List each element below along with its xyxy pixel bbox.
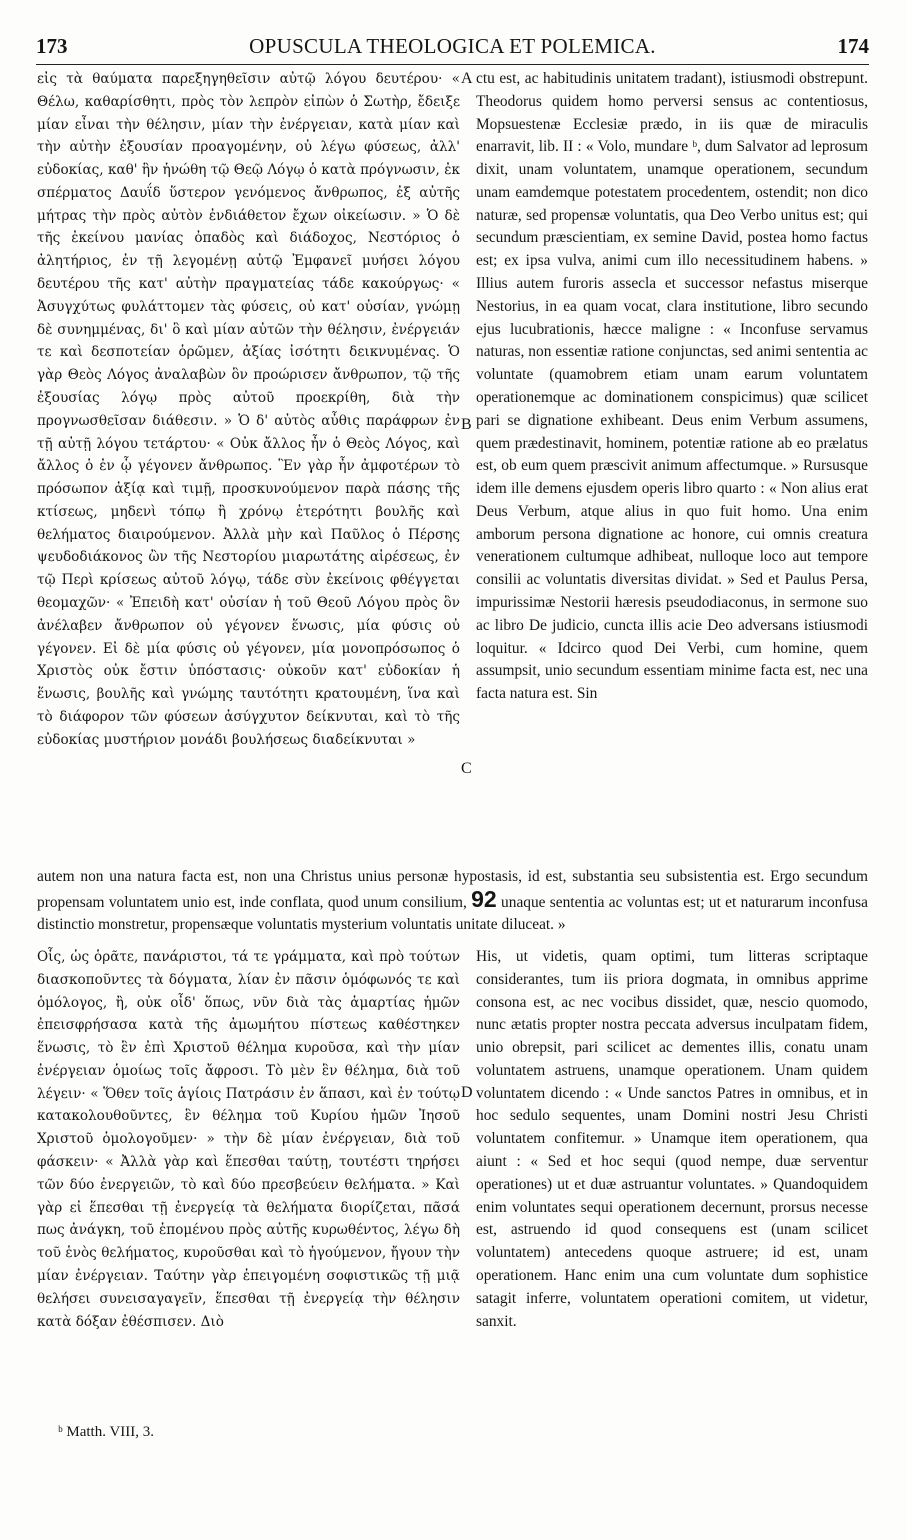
section-marker-a: A xyxy=(461,70,473,87)
running-title: OPUSCULA THEOLOGICA ET POLEMICA. xyxy=(249,34,656,58)
full-width-text-before: autem non una natura facta est, non una Christus unius personæ hypostasis, id est, substantia seu subsistentia est. Ergo secundum propensam voluntatem unio est, inde conflata, quod unum consilium, xyxy=(37,868,868,911)
latin-column-top: ctu est, ac habitudinis unitatem tradant), istiusmodi obstrepunt. Theodorus quidem homo perversi sensus ac contentiosus, Mopsuestenæ Ecclesiæ prædo, in iis quæ de miraculis enarravit, lib. II : « Volo, mundare ᵇ, dum Salvator ad leprosum dixit, unam voluntatem, unamque operationem, secundum unam eamdemque potestatem procedentem, ostendit; non dico naturæ, sed propensæ voluntatis, qua Deo Verbo unitus est; qui secundum præscientiam, ex semine David, postea homo factus est; ex ipsa vulva, animi cum illo necessitudinem habens. » Illius autem furoris assecla et successor nefastus miserque Nestorius, in ea quam vocat, clara institutione, libro secundo ejus lucubrationis, hæcce maligne : « Inconfuse servamus naturas, non essentiæ ratione conjunctas, sed animi sententia ac voluntate (quamobrem etiam unam earum voluntatem operationemque ac dominationem conspicimus) quæ scilicet pari se dignatione exhibeant. Deus enim Verbum assumens, quem prædestinavit, hominem, potentiæ ratione ab eo prælatus est, ob eum quem præscivit animum affectumque. » Rursusque idem ille demens ejusdem operis libro quarto : « Non alius erat Deus Verbum, atque alius in quo fuit homo. Una enim amborum persona dignatione ac honore, cui omnis creatura venerationem cultumque adhibeat, nulloque loco aut tempore consilii ac voluntatis diversitas dividat. » Sed et Paulus Persa, impurissimæ Nestorii hæresis pseudodiaconus, in sermone suo ac libro De judicio, cuncta illis acie Deo adversans istiusmodi loquitur. « Idcirco quod Dei Verbi, cum homine, quem assumpsit, unio secundum essentiam minime facta est, nec una facta natura est. Sin xyxy=(476,70,868,703)
column-reference-number: 92 xyxy=(471,886,497,912)
running-header xyxy=(36,34,869,65)
full-width-paragraph xyxy=(37,866,868,946)
footnote: ᵇ Matth. VIII, 3. xyxy=(58,1424,155,1440)
greek-column-bottom: Οἷς, ὡς ὁρᾶτε, πανάριστοι, τά τε γράμματα, καὶ πρὸ τούτων διασκοποῦντες τὰ δόγματα, λίαν ἐν πᾶσιν ὁμόφωνός τε καὶ ὁμόλογος, ἢ, οὐκ οἶδ' ὅπως, νῦν διὰ τὰς ἁμαρτίας ἡμῶν ἐπεισφρήσασα κατὰ τῆς ἀμωμήτου πίστεως καθέστηκεν ἕνωσις, τὸ ἓν ἐπὶ Χριστοῦ θέλημα κυροῦσα, καὶ τὴν μίαν ἐνέργειαν ὁμοίως τοῖς ἄφροσι. Τὸ μὲν ἓν θέλημα, διὰ τοῦ λέγειν· « Ὅθεν τοῖς ἁγίοις Πατράσιν ἐν ἅπασι, καὶ ἐν τούτῳ κατακολουθοῦντες, ἓν θέλημα τοῦ Κυρίου ἡμῶν Ἰησοῦ Χριστοῦ ὁμολογοῦμεν· » τὴν δὲ μίαν ἐνέργειαν, διὰ τοῦ φάσκειν· « Ἀλλὰ γὰρ καὶ ἕπεσθαι ταύτῃ, τουτέστι τηρήσει τῶν δύο ἐνεργειῶν, τὸ καὶ δύο πρεσβεύειν θελήματα. » Καὶ γὰρ εἰ ἕπεσθαι τῇ ἐνεργείᾳ τὰ θελήματα διορίζεται, πᾶσά πως ἀνάγκη, τοῦ ἑπομένου πρὸς αὐτῆς κυρωθέντος, λέγω δὴ τοῦ ἑνὸς θελήματος, κυροῦσθαι καὶ τὸ ἡγούμενον, ἤγουν τὴν μίαν ἐνέργειαν. Ταύτην γὰρ ἐπειγομένη σοφιστικῶς τῇ μιᾷ θελήσει συνεισαγαγεῖν, ἕπεσθαι τῇ ἐνεργείᾳ τὴν θέλησιν κατὰ δόξαν ἐθέσπισεν. Διὸ xyxy=(37,949,460,1330)
greek-column-top: εἰς τὰ θαύματα παρεξηγηθεῖσιν αὐτῷ λόγου δευτέρου· « Θέλω, καθαρίσθητι, πρὸς τὸν λεπρὸν εἰπὼν ὁ Σωτὴρ, ἔδειξε μίαν εἶναι τὴν θέλησιν, μίαν τὴν ἐνέργειαν, κατὰ μίαν καὶ τὴν αὐτὴν ἐξουσίαν προαγομένην, οὐ λέγω φύσεως, ἀλλ' εὐδοκίας, καθ' ἣν ἡνώθη τῷ Θεῷ Λόγῳ ὁ κατὰ πρόγνωσιν, ἐκ σπέρματος Δαυΐδ ὕστερον γενόμενος ἄνθρωπος, ἐξ αὐτῆς μήτρας τὴν πρὸς αὐτὸν ἐνδιάθετον ἔχων οἰκείωσιν. » Ὁ δὲ τῆς ἐκείνου μανίας ὀπαδὸς καὶ διάδοχος, Νεστόριος ὁ ἀλητήριος, ἐν τῇ λεγομένῃ αὐτῷ Ἐμφανεῖ μυήσει λόγου δευτέρου τῆς κατ' αὐτὴν πραγματείας τάδε κακούργως· « Ἀσυγχύτως φυλάττομεν τὰς φύσεις, οὐ κατ' οὐσίαν, γνώμῃ δὲ συνημμένας, δι' ὃ καὶ μίαν αὐτῶν τὴν θέλησιν, ἐνέργειάν τε καὶ δεσποτείαν ὁρῶμεν, ἀξίας ἰσότητι δεικνυμένας. Ὁ γὰρ Θεὸς Λόγος ἀναλαβὼν ὃν προώρισεν ἄνθρωπον, τῷ τῆς ἐξουσίας λόγῳ πρὸς αὐτοῦ προεκρίθη, διὰ τὴν προγνωσθεῖσαν διάθεσιν. » Ὁ δ' αὐτὸς αὖθις παράφρων ἐν τῇ αὐτῇ λόγου τετάρτου· « Οὐκ ἄλλος ἦν ὁ Θεὸς Λόγος, καὶ ἄλλος ὁ ἐν ᾧ γέγονεν ἄνθρωπος. Ἓν γὰρ ἦν ἀμφοτέρων τὸ πρόσωπον ἀξίᾳ καὶ τιμῇ, προσκυνούμενον παρὰ πάσης τῆς κτίσεως, μηδενὶ τόπῳ ἢ χρόνῳ ἑτερότητι βουλῆς καὶ θελήματος διαιρούμενον. Ἀλλὰ μὴν καὶ Παῦλος ὁ Πέρσης ψευδοδιάκονος ὢν τῆς Νεστορίου μιαρωτάτης αἱρέσεως, ἐν τῷ Περὶ κρίσεως αὐτοῦ λόγῳ, τάδε σὺν ἐκείνοις φθέγγεται θεομαχῶν· « Ἐπειδὴ κατ' οὐσίαν ἡ τοῦ Θεοῦ Λόγου πρὸς ὃν ἀνέλαβεν ἄνθρωπον οὐ γέγονεν ἕνωσις, μία φύσις οὐ γέγονεν. Εἰ δὲ μία φύσις οὐ γέγονεν, μία μονοπρόσωπος ὁ Χριστὸς οὐκ ἔστιν ὑπόστασις· οὐκοῦν κατ' εὐδοκίαν ἡ ἕνωσις, βουλῆς καὶ γνώμης ταυτότητι κρατουμένη, ἵνα καὶ τὸ διάφορον τῶν φύσεων ἀσύγχυτον δείκνυται, καὶ τὸ τῆς εὐδοκίας μυστήριον μονάδι βουλήσεως διαδείκνυται » xyxy=(37,71,460,748)
section-marker-c: C xyxy=(461,760,472,777)
full-width-text-after: unaque sententia ac voluntas est; ut et naturarum inconfusa distinctio monstretur, propensæque voluntatis mysterium voluntatis unitate diluceat. » xyxy=(37,894,868,933)
section-marker-b: B xyxy=(461,416,472,433)
section-marker-d: D xyxy=(461,1084,473,1101)
page-number-left: 173 xyxy=(36,34,68,58)
latin-column-bottom: His, ut videtis, quam optimi, tum litteras scriptaque considerantes, tum iis priora dogmata, in omnibus apprime consona est, ac nec vocibus dissidet, quæ, nescio quomodo, nunc ætatis propter nostra peccata adversus inculpatam fidem, unio obrepsit, pari scilicet ac dementes illis, conatu unam voluntatem astruens, unamque operationem. Unam quidem voluntatem dicendo : « Unde sanctos Patres in omnibus, et in hoc sedulo sequentes, unam Domini nostri Jesu Christi voluntatem confitemur. » Unamque item operationem, qua aiunt : « Sed et hoc sequi (quod nempe, duæ serventur operationes) ut et duæ astruantur voluntates. » Quandoquidem enim voluntates sequi operationem decernunt, prorsus necesse est, astruendo id quod consequens est (unam scilicet voluntatem) antecedens quoque astruere; id est, unam operationem. Hanc enim una cum voluntate dum sophistice satagit inferre, voluntatem operationi comitem, ut videtur, sanxit. xyxy=(476,948,868,1330)
page-number-right: 174 xyxy=(837,34,869,58)
